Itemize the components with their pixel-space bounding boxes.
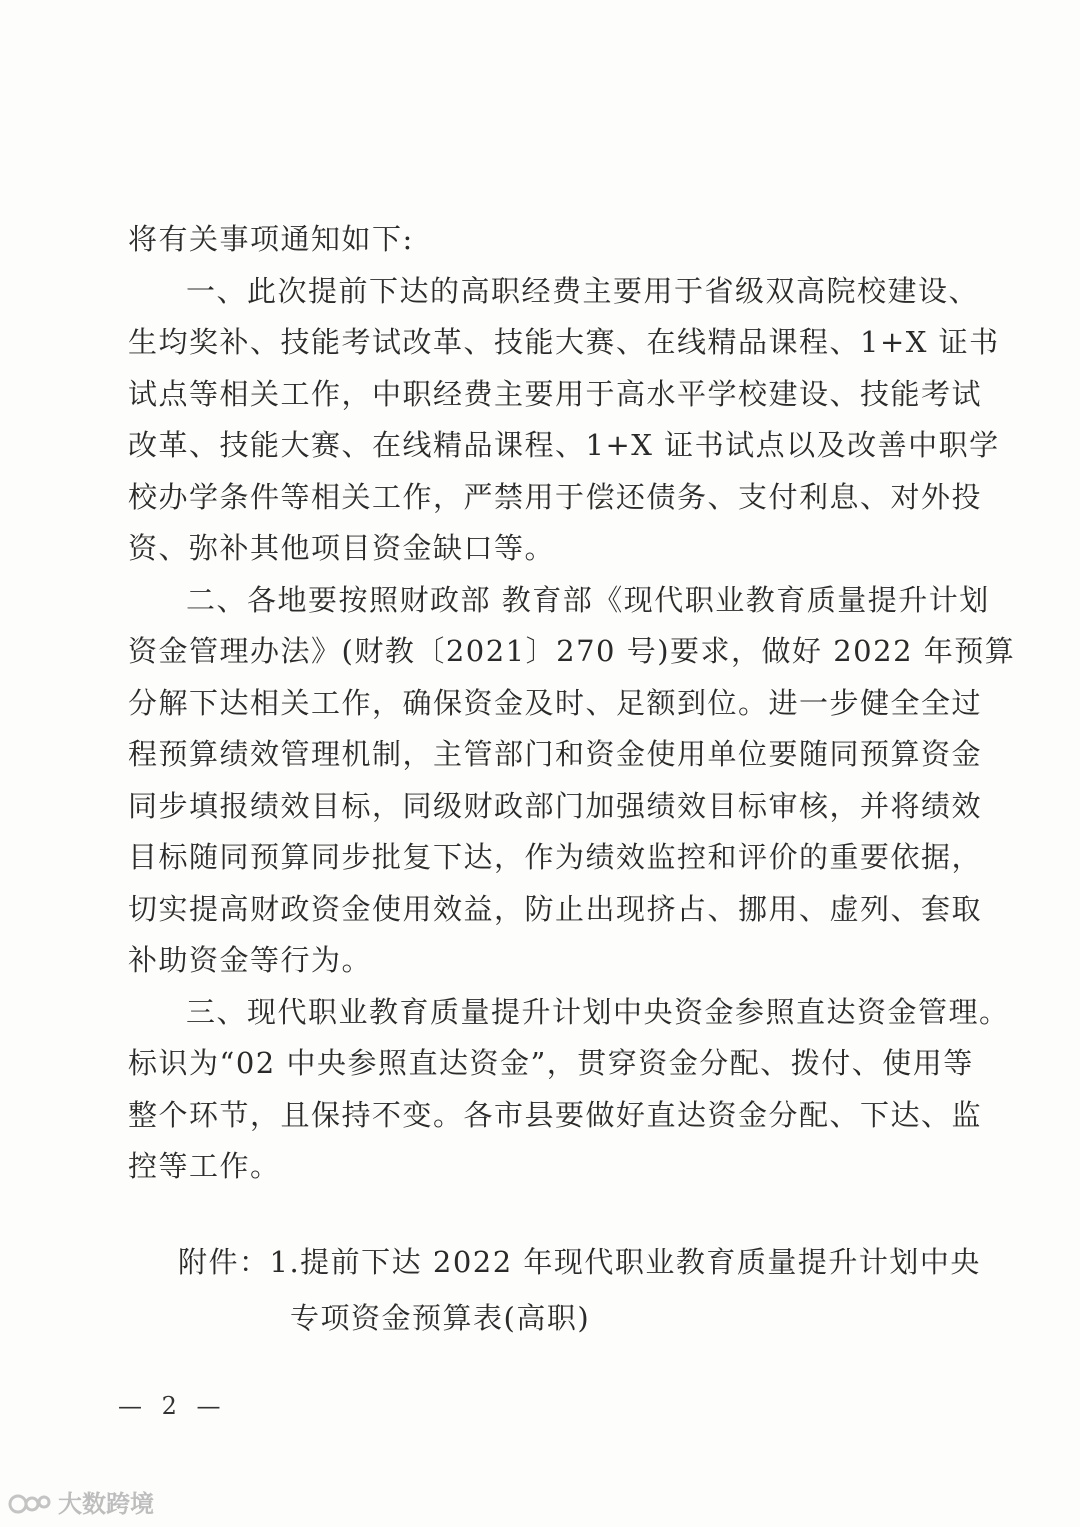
document-body (128, 214, 1016, 1193)
paragraph-line: 将有关事项通知如下: (128, 222, 414, 256)
paragraph-item-3 (128, 987, 1010, 1193)
paragraph-line: 标识为“02 中央参照直达资金”，贯穿资金分配、拨付、使用等 (128, 1046, 974, 1080)
paragraph-line: 程预算绩效管理机制，主管部门和资金使用单位要随同预算资金 (128, 737, 983, 771)
paragraph-line: 三、现代职业教育质量提升计划中央资金参照直达资金管理。 (186, 994, 1010, 1029)
paragraph-item-2 (128, 575, 1016, 987)
watermark (8, 1484, 154, 1519)
paragraph-line: 资、弥补其他项目资金缺口等。 (128, 531, 556, 565)
paragraph-line: 校办学条件等相关工作，严禁用于偿还债务、支付利息、对外投 (128, 479, 983, 514)
paragraph-line: 目标随同预算同步批复下达，作为绩效监控和评价的重要依据， (128, 840, 983, 874)
attachment-note (178, 1234, 981, 1346)
paragraph-line: 改革、技能大赛、在线精品课程、1+X 证书试点以及改善中职学 (128, 428, 1000, 462)
page-number: — 2 — (118, 1392, 227, 1420)
paragraph-line: 试点等相关工作，中职经费主要用于高水平学校建设、技能考试 (128, 376, 983, 411)
paragraph-item-1 (128, 266, 1000, 575)
attachment-line-1: 附件：1.提前下达 2022 年现代职业教育质量提升计划中央 (178, 1245, 981, 1279)
paragraph-line: 切实提高财政资金使用效益，防止出现挤占、挪用、虚列、套取 (128, 891, 983, 926)
paragraph-line: 二、各地要按照财政部 教育部《现代职业教育质量提升计划 (186, 582, 990, 617)
paragraph-line: 补助资金等行为。 (128, 943, 373, 977)
attachment-line-2: 专项资金预算表(高职) (290, 1301, 591, 1335)
watermark-text: 大数跨境 (58, 1490, 154, 1518)
paragraph-intro (128, 214, 918, 266)
paragraph-line: 一、此次提前下达的高职经费主要用于省级双高院校建设、 (186, 273, 980, 308)
paragraph-line: 资金管理办法》(财教〔2021〕270 号)要求，做好 2022 年预算 (128, 634, 1016, 668)
paragraph-line: 控等工作。 (128, 1149, 281, 1183)
logo-swirl-icon (8, 1488, 52, 1516)
paragraph-line: 整个环节，且保持不变。各市县要做好直达资金分配、下达、监 (128, 1097, 983, 1132)
paragraph-line: 同步填报绩效目标，同级财政部门加强绩效目标审核，并将绩效 (128, 788, 983, 823)
paragraph-line: 生均奖补、技能考试改革、技能大赛、在线精品课程、1+X 证书 (128, 325, 1000, 359)
paragraph-line: 分解下达相关工作，确保资金及时、足额到位。进一步健全全过 (128, 685, 983, 720)
